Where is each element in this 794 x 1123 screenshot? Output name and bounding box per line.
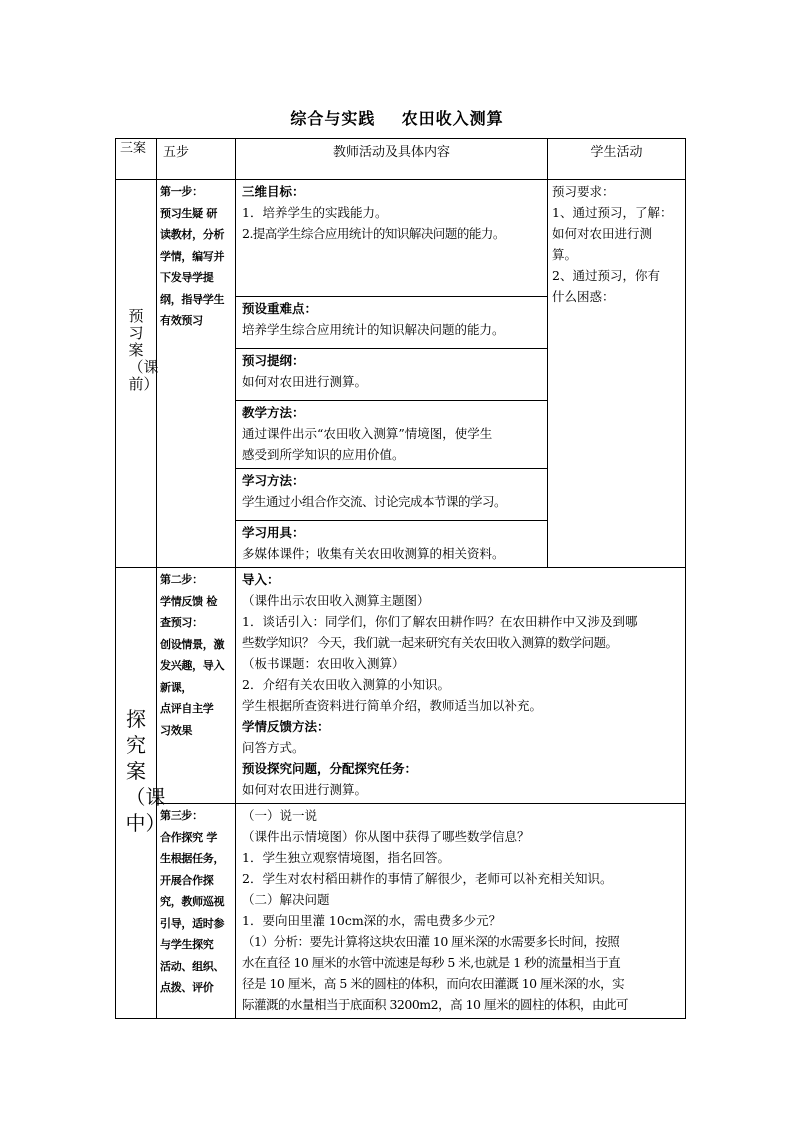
block-tools — [236, 521, 548, 568]
block-text: 多媒体课件；收集有关农田收测算的相关资料。 — [242, 546, 505, 561]
student-text: 预习要求： — [552, 184, 615, 199]
student-text: 什么困惑： — [552, 289, 615, 304]
step-text: 点评自主学 — [160, 702, 214, 715]
block-label: 教学方法： — [242, 405, 305, 420]
preview-row-goals — [116, 180, 686, 297]
step-two — [157, 568, 236, 804]
block-text: 2．介绍有关农田收入测算的小知识。 — [242, 677, 450, 692]
step-one — [157, 180, 236, 568]
block-label: 导入： — [242, 572, 280, 587]
step-three — [157, 804, 236, 1019]
block-label: 学习方法： — [242, 473, 305, 488]
block-text: 1．培养学生的实践能力。 — [242, 205, 388, 220]
step-text: 学情，编写并 — [160, 249, 225, 263]
block-text: （课件出示情境图）你从图中获得了哪些数学信息？ — [242, 829, 530, 844]
block-label: 学情反馈方法： — [242, 719, 330, 734]
stage-explore — [116, 568, 166, 1019]
block-text: （1）分析：要先计算将这块农田灌 10 厘米深的水需要多长时间，按照 — [242, 934, 620, 949]
header-teacher-activity: 教师活动及具体内容 — [236, 139, 548, 180]
block-label: 预设探究问题，分配探究任务： — [242, 761, 418, 776]
header-three-cases: 三案 — [116, 139, 157, 180]
block-text: 2．学生对农村稻田耕作的事情了解很少，老师可以补充相关知识。 — [242, 871, 613, 886]
step-text: 新课， — [160, 680, 193, 694]
step-text: 有效预习 — [160, 314, 203, 327]
lesson-plan-table — [115, 138, 686, 1019]
stage-explore-label: 探究案（课中） — [125, 707, 166, 835]
block-label: 预设重难点： — [242, 301, 318, 316]
block-text: 2.提高学生综合应用统计的知识解决问题的能力。 — [242, 226, 505, 241]
step-text: 习效果 — [160, 723, 193, 737]
stage-preview-label: 预习案（课前） — [128, 307, 159, 393]
block-explore — [236, 804, 686, 1019]
step-text: 点拨、评价 — [160, 981, 214, 994]
step-text: 第一步： — [160, 185, 203, 198]
block-text: 如何对农田进行测算。 — [242, 782, 368, 797]
block-learning-method — [236, 469, 548, 521]
block-text: 径是 10 厘米，高 5 米的圆柱的体积，而向农田灌溉 10 厘米深的水，实 — [242, 976, 625, 991]
block-text: 如何对农田进行测算。 — [242, 374, 368, 389]
block-label: 预习提纲： — [242, 353, 305, 368]
stage-preview — [116, 180, 157, 568]
block-text: 感受到所学知识的应用价值。 — [242, 447, 405, 462]
block-intro — [236, 568, 686, 804]
student-text: 如何对农田进行测 — [552, 226, 653, 241]
header-student-activity: 学生活动 — [548, 139, 686, 180]
student-text: 2、通过预习，你有 — [552, 268, 660, 283]
block-goals — [236, 180, 548, 297]
block-text: 际灌溉的水量相当于底面积 3200m2，高 10 厘米的圆柱的体积，由此可 — [242, 997, 628, 1012]
step-text: 与学生探究 — [160, 938, 214, 951]
block-text: 学生根据所查资料进行简单介绍，教师适当加以补充。 — [242, 698, 543, 713]
step-text: 创设情景，激 — [160, 637, 225, 651]
block-text: 1．学生独立观察情境图，指名回答。 — [242, 850, 450, 865]
explore-row-cooperate — [116, 804, 686, 1019]
block-label: 三维目标： — [242, 184, 305, 199]
block-text: 1．谈话引入：同学们，你们了解农田耕作吗？在农田耕作中又涉及到哪 — [242, 614, 638, 629]
step-text: 下发导学提 — [160, 271, 214, 284]
block-text: 些数学知识？ 今天，我们就一起来研究有关农田收入测算的数学问题。 — [242, 635, 618, 650]
step-text: 合作探究 学 — [160, 830, 218, 844]
step-text: 活动、组织、 — [160, 959, 225, 973]
block-text: 问答方式。 — [242, 740, 305, 755]
block-text: 通过课件出示“农田收入测算”情境图，使学生 — [242, 426, 493, 441]
explore-row-intro — [116, 568, 686, 804]
document-title: 综合与实践 农田收入测算 — [290, 109, 504, 128]
block-text: （二）解决问题 — [242, 892, 330, 907]
block-text: 水在直径 10 厘米的水管中流速是每秒 5 米,也就是 1 秒的流量相当于直 — [242, 955, 621, 970]
block-label: 学习用具： — [242, 525, 305, 540]
block-text: 1．要向田里灌 10cm深的水，需电费多少元？ — [242, 913, 502, 928]
header-row — [116, 139, 686, 180]
step-text: 预习生疑 研 — [160, 206, 218, 220]
block-text: 学生通过小组合作交流、讨论完成本节课的学习。 — [242, 494, 507, 509]
step-text: 查预习： — [160, 616, 203, 629]
step-text: 纲，指导学生 — [160, 292, 225, 306]
block-keypoints — [236, 297, 548, 349]
block-teaching-method — [236, 401, 548, 469]
student-text: 1、通过预习，了解： — [552, 205, 673, 220]
step-text: 开展合作探 — [160, 873, 214, 887]
step-text: 引导，适时参 — [160, 916, 225, 930]
block-text: 培养学生综合应用统计的知识解决问题的能力。 — [242, 322, 505, 337]
student-preview — [548, 180, 686, 568]
block-text: （课件出示农田收入测算主题图） — [242, 593, 430, 608]
step-text: 第三步： — [160, 809, 203, 822]
block-text: （板书课题：农田收入测算） — [242, 656, 405, 671]
block-text: （一）说一说 — [242, 808, 318, 823]
step-text: 读教材，分析 — [160, 228, 225, 241]
header-five-steps: 五步 — [157, 139, 236, 180]
student-text: 算。 — [552, 247, 578, 262]
block-outline — [236, 349, 548, 401]
step-text: 第二步： — [160, 573, 203, 586]
step-text: 生根据任务， — [160, 852, 225, 865]
step-text: 学情反馈 检 — [160, 594, 218, 608]
step-text: 发兴趣，导入 — [160, 659, 225, 672]
step-text: 究，教师巡视 — [160, 895, 225, 908]
